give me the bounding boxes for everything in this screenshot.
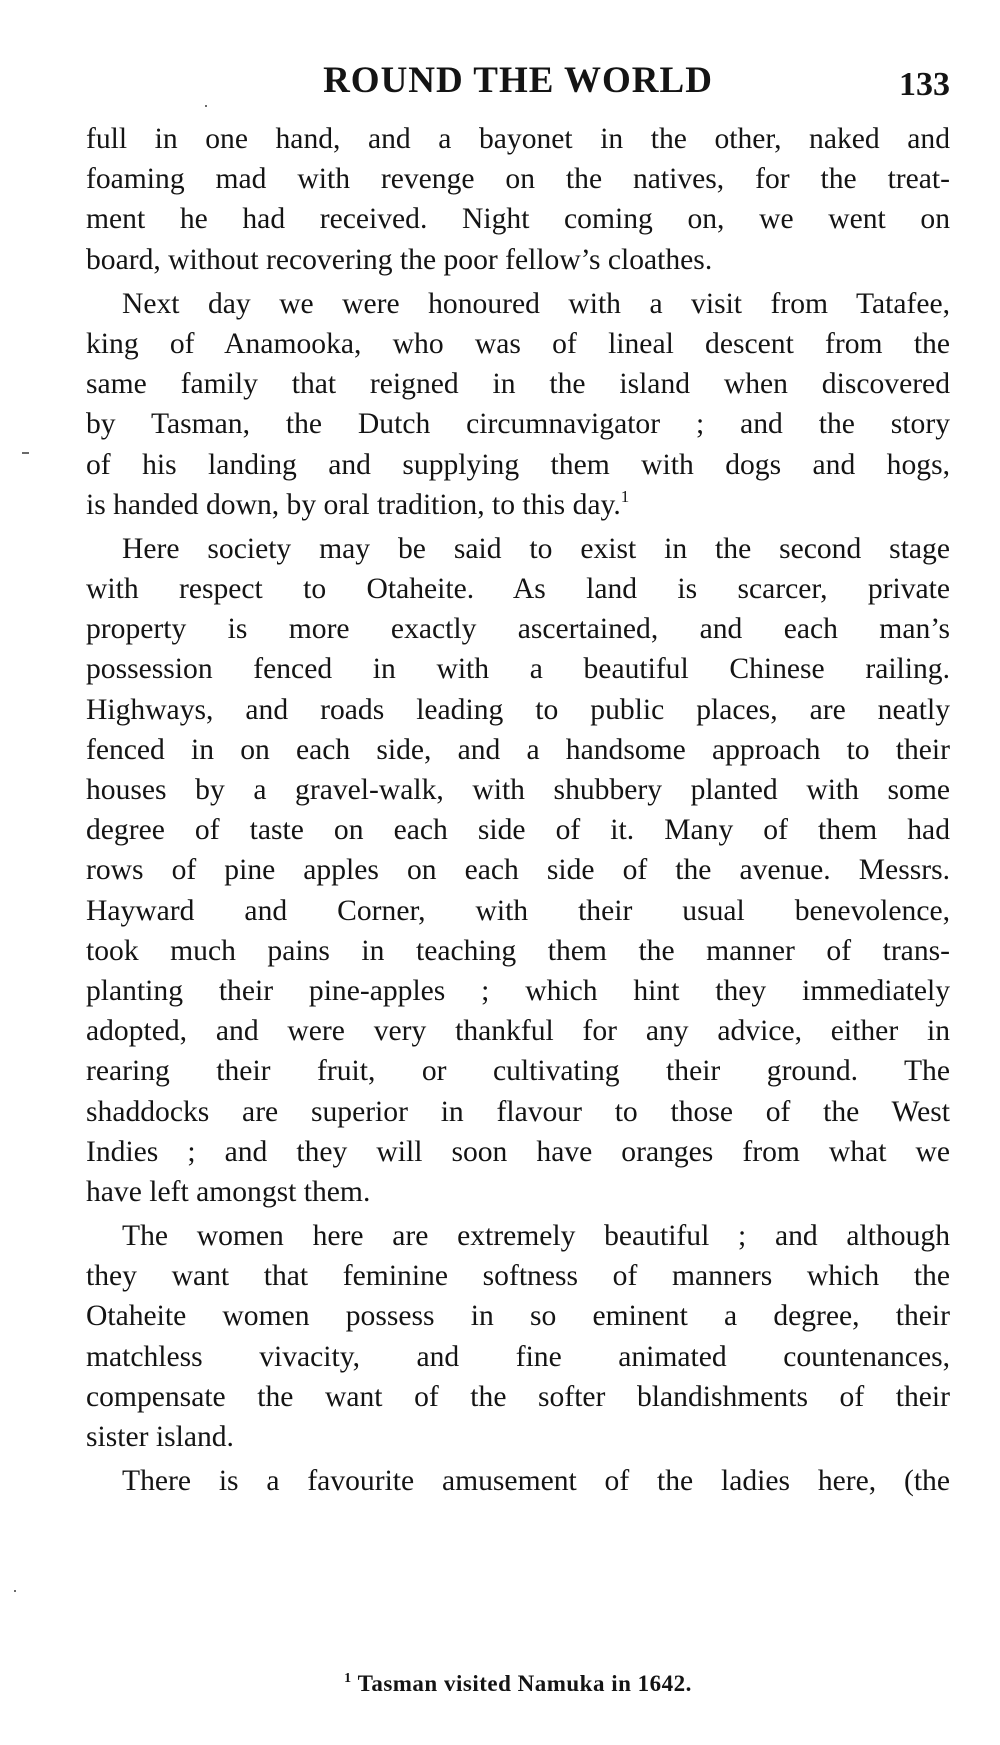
text-line: shaddocks are superior in flavour to those of the West (86, 1095, 950, 1128)
text-line: rows of pine apples on each side of the avenue. Messrs. (86, 854, 950, 887)
body-text (86, 119, 950, 1501)
paragraph (86, 1216, 950, 1457)
book-page (86, 0, 950, 1745)
text-line: fenced in on each side, and a handsome approach to their (86, 733, 950, 766)
text-line: Otaheite women possess in so eminent a degree, their (86, 1300, 950, 1333)
running-title: ROUND THE WORLD (323, 60, 713, 101)
text-line: with respect to Otaheite. As land is scarcer, private (86, 573, 950, 606)
text-line: matchless vivacity, and fine animated countenances, (86, 1340, 950, 1373)
text-line: adopted, and were very thankful for any advice, either in (86, 1015, 950, 1048)
paragraph (86, 1461, 950, 1501)
text-line: have left amongst them. (86, 1175, 371, 1208)
text-line: There is a favourite amusement of the ladies here, (the (122, 1465, 950, 1498)
footnote-text: Tasman visited Namuka in 1642. (357, 1671, 692, 1696)
footnote-reference: 1 (620, 486, 630, 506)
text-line: houses by a gravel-walk, with shubbery planted with some (86, 774, 950, 806)
paragraph (86, 119, 950, 280)
text-line: ment he had received. Night coming on, we went on (86, 203, 950, 236)
text-line: took much pains in teaching them the manner of trans- (86, 934, 950, 967)
text-line: Next day we were honoured with a visit from Tatafee, (122, 287, 950, 320)
scan-speck (22, 452, 29, 454)
text-line: possession fenced in with a beautiful Chinese railing. (86, 653, 950, 686)
footnote-marker: 1 (344, 1671, 352, 1686)
text-line: sister island. (86, 1421, 234, 1453)
text-line: full in one hand, and a bayonet in the other, naked and (86, 123, 950, 155)
text-line: Indies ; and they will soon have oranges from what we (86, 1135, 950, 1168)
text-line (86, 485, 950, 525)
text-line: Highways, and roads leading to public places, are neatly (86, 693, 950, 726)
text-line: by Tasman, the Dutch circumnavigator ; and the story (86, 408, 950, 441)
text-line: king of Anamooka, who was of lineal descent from the (86, 327, 950, 360)
text-line: compensate the want of the softer blandishments of their (86, 1380, 950, 1413)
text-line: of his landing and supplying them with dogs and hogs, (86, 448, 950, 481)
scan-speck (205, 105, 207, 107)
paragraph (86, 529, 950, 1212)
text-line: foaming mad with revenge on the natives, for the treat- (86, 163, 950, 196)
text-line: property is more exactly ascertained, and each man’s (86, 613, 950, 646)
page-number: 133 (899, 66, 950, 103)
text-line-content: is handed down, by oral tradition, to this day. (86, 488, 621, 521)
paragraph (86, 284, 950, 525)
footnote (86, 1668, 950, 1700)
text-line: Here society may be said to exist in the second stage (122, 532, 950, 565)
text-line: The women here are extremely beautiful ; and although (122, 1220, 950, 1253)
text-line: rearing their fruit, or cultivating their ground. The (86, 1055, 950, 1088)
text-line: same family that reigned in the island when discovered (86, 368, 950, 401)
text-line: board, without recovering the poor fellow’s cloathes. (86, 243, 713, 276)
text-line: they want that feminine softness of manners which the (86, 1260, 950, 1293)
scan-speck (14, 1590, 16, 1592)
page-header (86, 56, 950, 106)
text-line: Hayward and Corner, with their usual benevolence, (86, 894, 950, 927)
text-line: planting their pine-apples ; which hint they immediately (86, 974, 950, 1007)
text-line: degree of taste on each side of it. Many of them had (86, 814, 950, 847)
